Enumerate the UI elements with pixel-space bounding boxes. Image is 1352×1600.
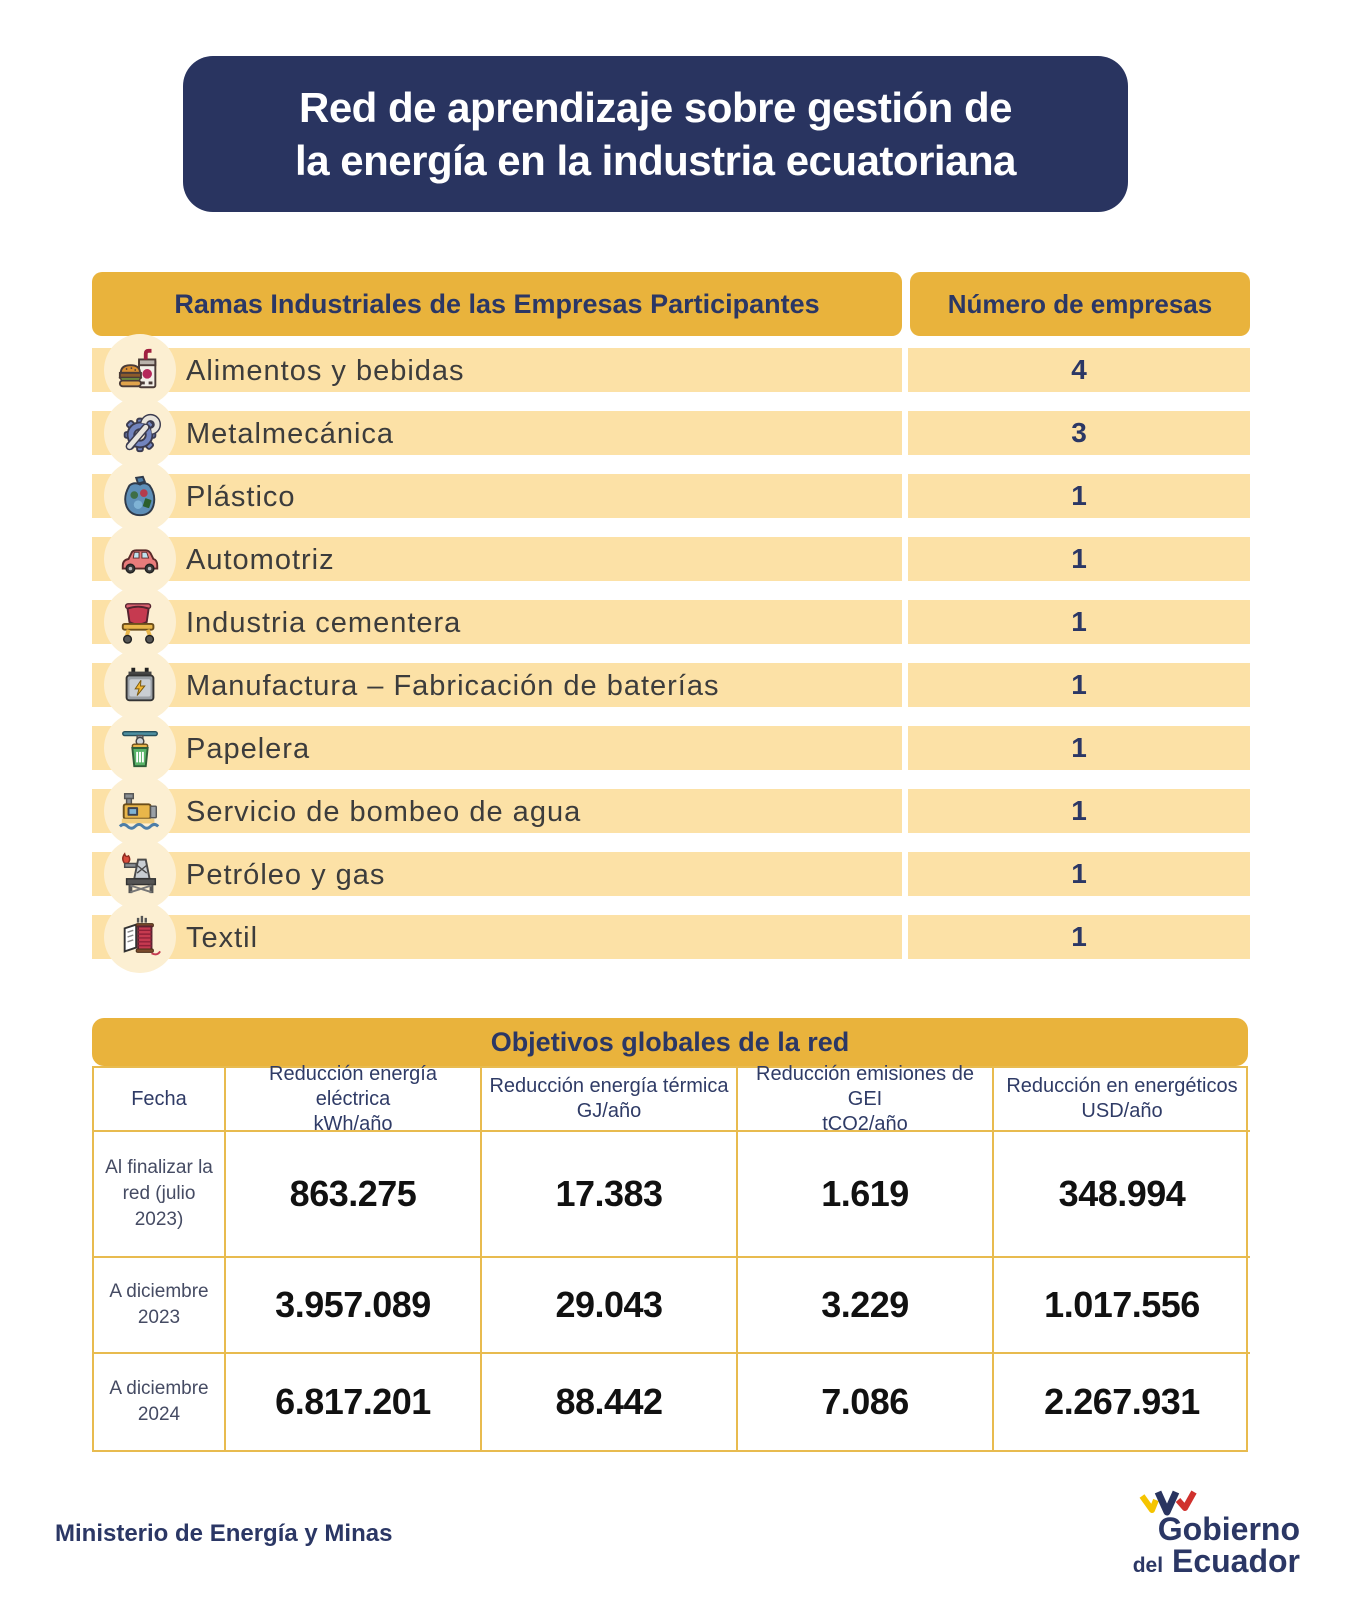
- industry-label: Metalmecánica: [186, 418, 395, 450]
- col-unit: kWh/año: [313, 1112, 393, 1135]
- objectives-section: [92, 1018, 1248, 1452]
- col-header-termica: [482, 1068, 738, 1132]
- page-title-line1: Red de aprendizaje sobre gestión de: [298, 84, 1012, 131]
- table-row: [92, 663, 1250, 707]
- col-header-electrica: [226, 1062, 482, 1135]
- company-count: 1: [908, 915, 1250, 959]
- col-label: Reducción energía térmica: [489, 1075, 729, 1097]
- table-row: [92, 411, 1250, 455]
- industry-label: Papelera: [186, 733, 311, 765]
- table-row: [92, 852, 1250, 896]
- paper-bin-icon: [104, 712, 176, 784]
- company-count: 1: [908, 474, 1250, 518]
- table-row: [92, 474, 1250, 518]
- col-label: Reducción energía eléctrica: [269, 1062, 437, 1110]
- company-count: 1: [908, 852, 1250, 896]
- company-count: 1: [908, 600, 1250, 644]
- col-unit: tCO2/año: [822, 1112, 908, 1135]
- gobierno-text: Gobierno: [1157, 1511, 1300, 1547]
- title-banner: [183, 56, 1128, 212]
- company-count-header-cell: Número de empresas: [910, 272, 1250, 336]
- industry-label: Plástico: [186, 481, 296, 513]
- row-fecha: A diciembre 2023: [94, 1258, 226, 1354]
- industry-label: Petróleo y gas: [186, 859, 386, 891]
- col-label: Fecha: [131, 1087, 187, 1110]
- value-cell: 3.957.089: [226, 1258, 482, 1354]
- food-drink-icon: [104, 334, 176, 406]
- industry-label: Manufactura – Fabricación de baterías: [186, 670, 720, 702]
- ministry-name: Ministerio de Energía y Minas: [55, 1520, 393, 1547]
- value-cell: 3.229: [738, 1258, 994, 1354]
- value-cell: 1.017.556: [994, 1258, 1250, 1354]
- industry-label: Textil: [186, 922, 259, 954]
- value-cell: 17.383: [482, 1132, 738, 1258]
- company-count: 1: [908, 663, 1250, 707]
- objectives-title: Objetivos globales de la red: [92, 1018, 1248, 1066]
- col-header-fecha: [94, 1068, 226, 1132]
- table-row: [92, 726, 1250, 770]
- industry-label: Alimentos y bebidas: [186, 355, 465, 387]
- thread-spool-icon: [104, 901, 176, 973]
- industries-table-header: [92, 272, 1250, 336]
- gobierno-ecuador-logo: [1110, 1486, 1300, 1586]
- car-icon: [104, 523, 176, 595]
- row-fecha: A diciembre 2024: [94, 1354, 226, 1450]
- value-cell: 6.817.201: [226, 1354, 482, 1450]
- col-header-gei: [738, 1062, 994, 1135]
- value-cell: 348.994: [994, 1132, 1250, 1258]
- company-count: 4: [908, 348, 1250, 392]
- del-text: del: [1132, 1554, 1164, 1577]
- col-label: Reducción emisiones de GEI: [756, 1062, 974, 1110]
- company-count: 1: [908, 789, 1250, 833]
- col-unit: GJ/año: [576, 1100, 642, 1122]
- table-row: [92, 600, 1250, 644]
- col-unit: USD/año: [1081, 1100, 1163, 1122]
- industry-label: Servicio de bombeo de agua: [186, 796, 582, 828]
- gear-wrench-icon: [104, 397, 176, 469]
- col-header-usd: [994, 1068, 1250, 1132]
- value-cell: 863.275: [226, 1132, 482, 1258]
- row-fecha: Al finalizar la red (julio 2023): [94, 1132, 226, 1258]
- company-count: 1: [908, 537, 1250, 581]
- battery-icon: [104, 649, 176, 721]
- objectives-table: [92, 1062, 1248, 1452]
- company-count: 3: [908, 411, 1250, 455]
- value-cell: 1.619: [738, 1132, 994, 1258]
- page-title-line2: la energía en la industria ecuatoriana: [295, 137, 1016, 184]
- table-row: [92, 789, 1250, 833]
- col-label: Reducción en energéticos: [1006, 1075, 1238, 1097]
- ecuador-text: [1110, 1544, 1300, 1583]
- value-cell: 2.267.931: [1044, 1381, 1200, 1422]
- ecuador-word: Ecuador: [1171, 1543, 1300, 1579]
- value-cell: 88.442: [482, 1354, 738, 1450]
- industry-label: Automotriz: [186, 544, 335, 576]
- value-cell: 7.086: [738, 1354, 994, 1450]
- plastic-bag-icon: [104, 460, 176, 532]
- table-row: [92, 348, 1250, 392]
- table-row: [92, 537, 1250, 581]
- industry-label: Industria cementera: [186, 607, 462, 639]
- oil-rig-icon: [104, 838, 176, 910]
- table-row: [92, 915, 1250, 959]
- water-pump-icon: [104, 775, 176, 847]
- industries-header-cell: Ramas Industriales de las Empresas Participantes: [92, 272, 902, 336]
- cement-mixer-icon: [104, 586, 176, 658]
- company-count: 1: [908, 726, 1250, 770]
- value-cell: 29.043: [482, 1258, 738, 1354]
